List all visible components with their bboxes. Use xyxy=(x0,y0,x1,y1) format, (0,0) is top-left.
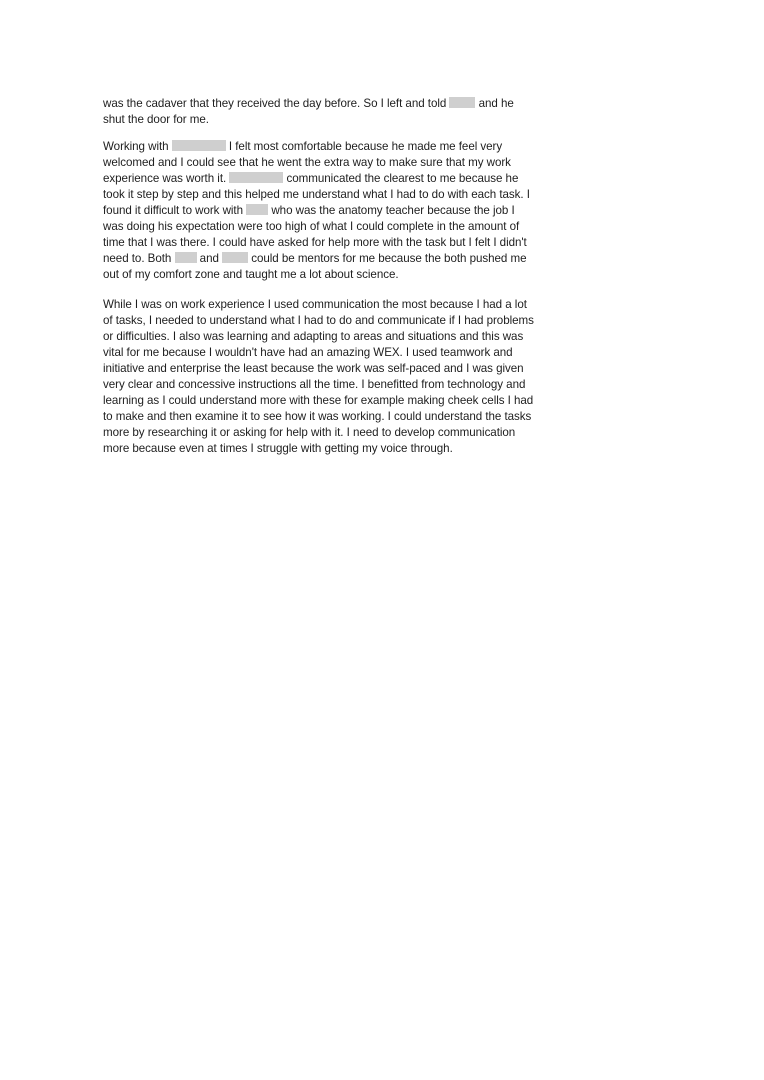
text-span: could be mentors for me because the both pushed me xyxy=(248,252,527,265)
redacted-name xyxy=(229,172,283,183)
redacted-name xyxy=(175,252,197,263)
paragraph-line: While I was on work experience I used communication the most because I had a lot xyxy=(103,298,527,311)
paragraph-line: vital for me because I wouldn't have had an amazing WEX. I used teamwork and xyxy=(103,346,513,359)
paragraph-line: more by researching it or asking for help with it. I need to develop communication xyxy=(103,426,516,439)
text-span: who was the anatomy teacher because the job I xyxy=(268,204,515,217)
text-span: and he xyxy=(478,97,514,110)
text-span: communicated the clearest to me because he xyxy=(283,172,519,185)
paragraph-2 xyxy=(103,139,573,283)
redacted-name xyxy=(246,204,268,215)
paragraph-line: out of my comfort zone and taught me a lot about science. xyxy=(103,268,399,281)
text-span: and xyxy=(196,252,223,265)
redacted-name xyxy=(172,140,226,151)
redacted-name xyxy=(222,252,248,263)
text-span: need to. Both xyxy=(103,252,175,265)
paragraph-line: initiative and enterprise the least because the work was self-paced and I was given xyxy=(103,362,524,375)
paragraph-line xyxy=(103,139,573,155)
text-span: Working with xyxy=(103,140,172,153)
text-span: was the cadaver that they received the day before. So I left and told xyxy=(103,97,450,110)
paragraph-3 xyxy=(103,297,573,457)
paragraph-line: learning as I could understand more with these for example making cheek cells I had xyxy=(103,394,534,407)
paragraph-line: very clear and concessive instructions all the time. I benefitted from technology and xyxy=(103,378,526,391)
paragraph-1 xyxy=(103,96,573,128)
paragraph-line: more because even at times I struggle with getting my voice through. xyxy=(103,442,453,455)
paragraph-line: took it step by step and this helped me understand what I had to do with each task. I xyxy=(103,188,530,201)
paragraph-line: to make and then examine it to see how it was working. I could understand the tasks xyxy=(103,410,532,423)
text-span: found it difficult to work with xyxy=(103,204,247,217)
paragraph-line: or difficulties. I also was learning and adapting to areas and situations and this was xyxy=(103,330,524,343)
paragraph-line xyxy=(103,203,573,219)
paragraph-line: of tasks, I needed to understand what I had to do and communicate if I had problems xyxy=(103,314,534,327)
paragraph-line xyxy=(103,96,573,112)
paragraph-line xyxy=(103,171,573,187)
paragraph-line: shut the door for me. xyxy=(103,113,209,126)
paragraph-line xyxy=(103,251,573,267)
paragraph-line: time that I was there. I could have asked for help more with the task but I felt I didn't xyxy=(103,236,527,249)
text-span: I felt most comfortable because he made me feel very xyxy=(225,140,503,153)
redacted-name xyxy=(449,97,475,108)
paragraph-line: was doing his expectation were too high of what I could complete in the amount of xyxy=(103,220,520,233)
paragraph-line: welcomed and I could see that he went the extra way to make sure that my work xyxy=(103,156,511,169)
text-span: experience was worth it. xyxy=(103,172,230,185)
